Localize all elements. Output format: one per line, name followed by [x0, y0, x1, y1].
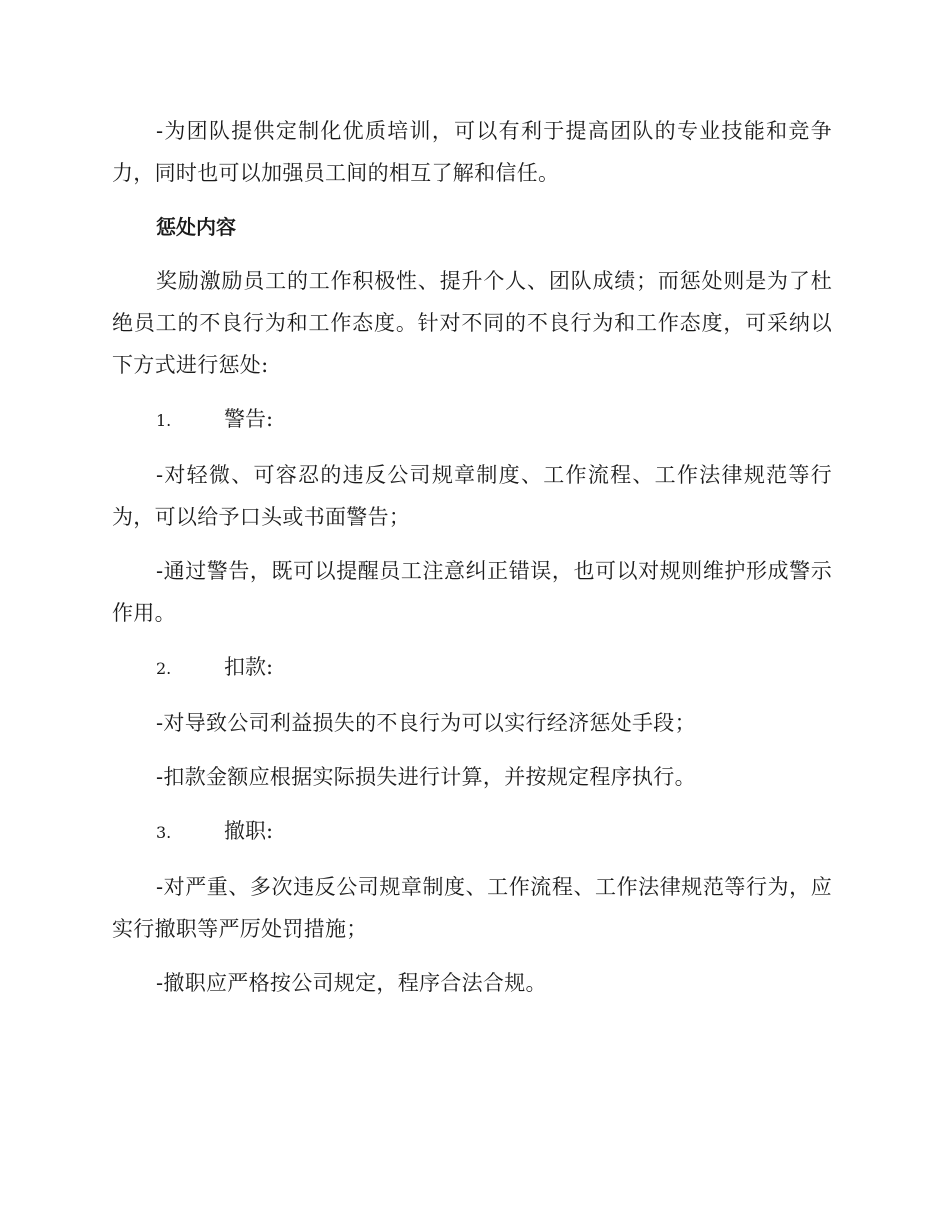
dismissal-point-1: -对严重、多次违反公司规章制度、工作流程、工作法律规范等行为，应实行撤职等严厉处罚措施； [112, 875, 832, 941]
section-heading: 惩处内容 [156, 215, 236, 239]
list-title: 扣款: [224, 655, 274, 679]
deduction-point-2: -扣款金额应根据实际损失进行计算，并按规定程序执行。 [156, 765, 696, 789]
intro-paragraph: -为团队提供定制化优质培训，可以有利于提高团队的专业技能和竞争力，同时也可以加强员工间的相互了解和信任。 [112, 119, 832, 185]
warning-point-1: -对轻微、可容忍的违反公司规章制度、工作流程、工作法律规范等行为，可以给予口头或书面警告； [112, 463, 832, 529]
list-item-deduction [156, 646, 832, 690]
section-intro-paragraph: 奖励激励员工的工作积极性、提升个人、团队成绩；而惩处则是为了杜绝员工的不良行为和工作态度。针对不同的不良行为和工作态度，可采纳以下方式进行惩处: [112, 269, 832, 377]
warning-point-2: -通过警告，既可以提醒员工注意纠正错误，也可以对规则维护形成警示作用。 [112, 559, 832, 625]
dismissal-point-2: -撤职应严格按公司规定，程序合法合规。 [156, 971, 547, 995]
list-number: 3. [156, 823, 172, 842]
deduction-point-1: -对导致公司利益损失的不良行为可以实行经济惩处手段； [156, 711, 696, 735]
list-number: 1. [156, 411, 172, 430]
list-item-warning [156, 398, 832, 442]
document-body [112, 110, 832, 1016]
list-title: 撤职: [224, 819, 274, 843]
list-title: 警告: [224, 407, 274, 431]
list-item-dismissal [156, 810, 832, 854]
list-number: 2. [156, 659, 172, 678]
